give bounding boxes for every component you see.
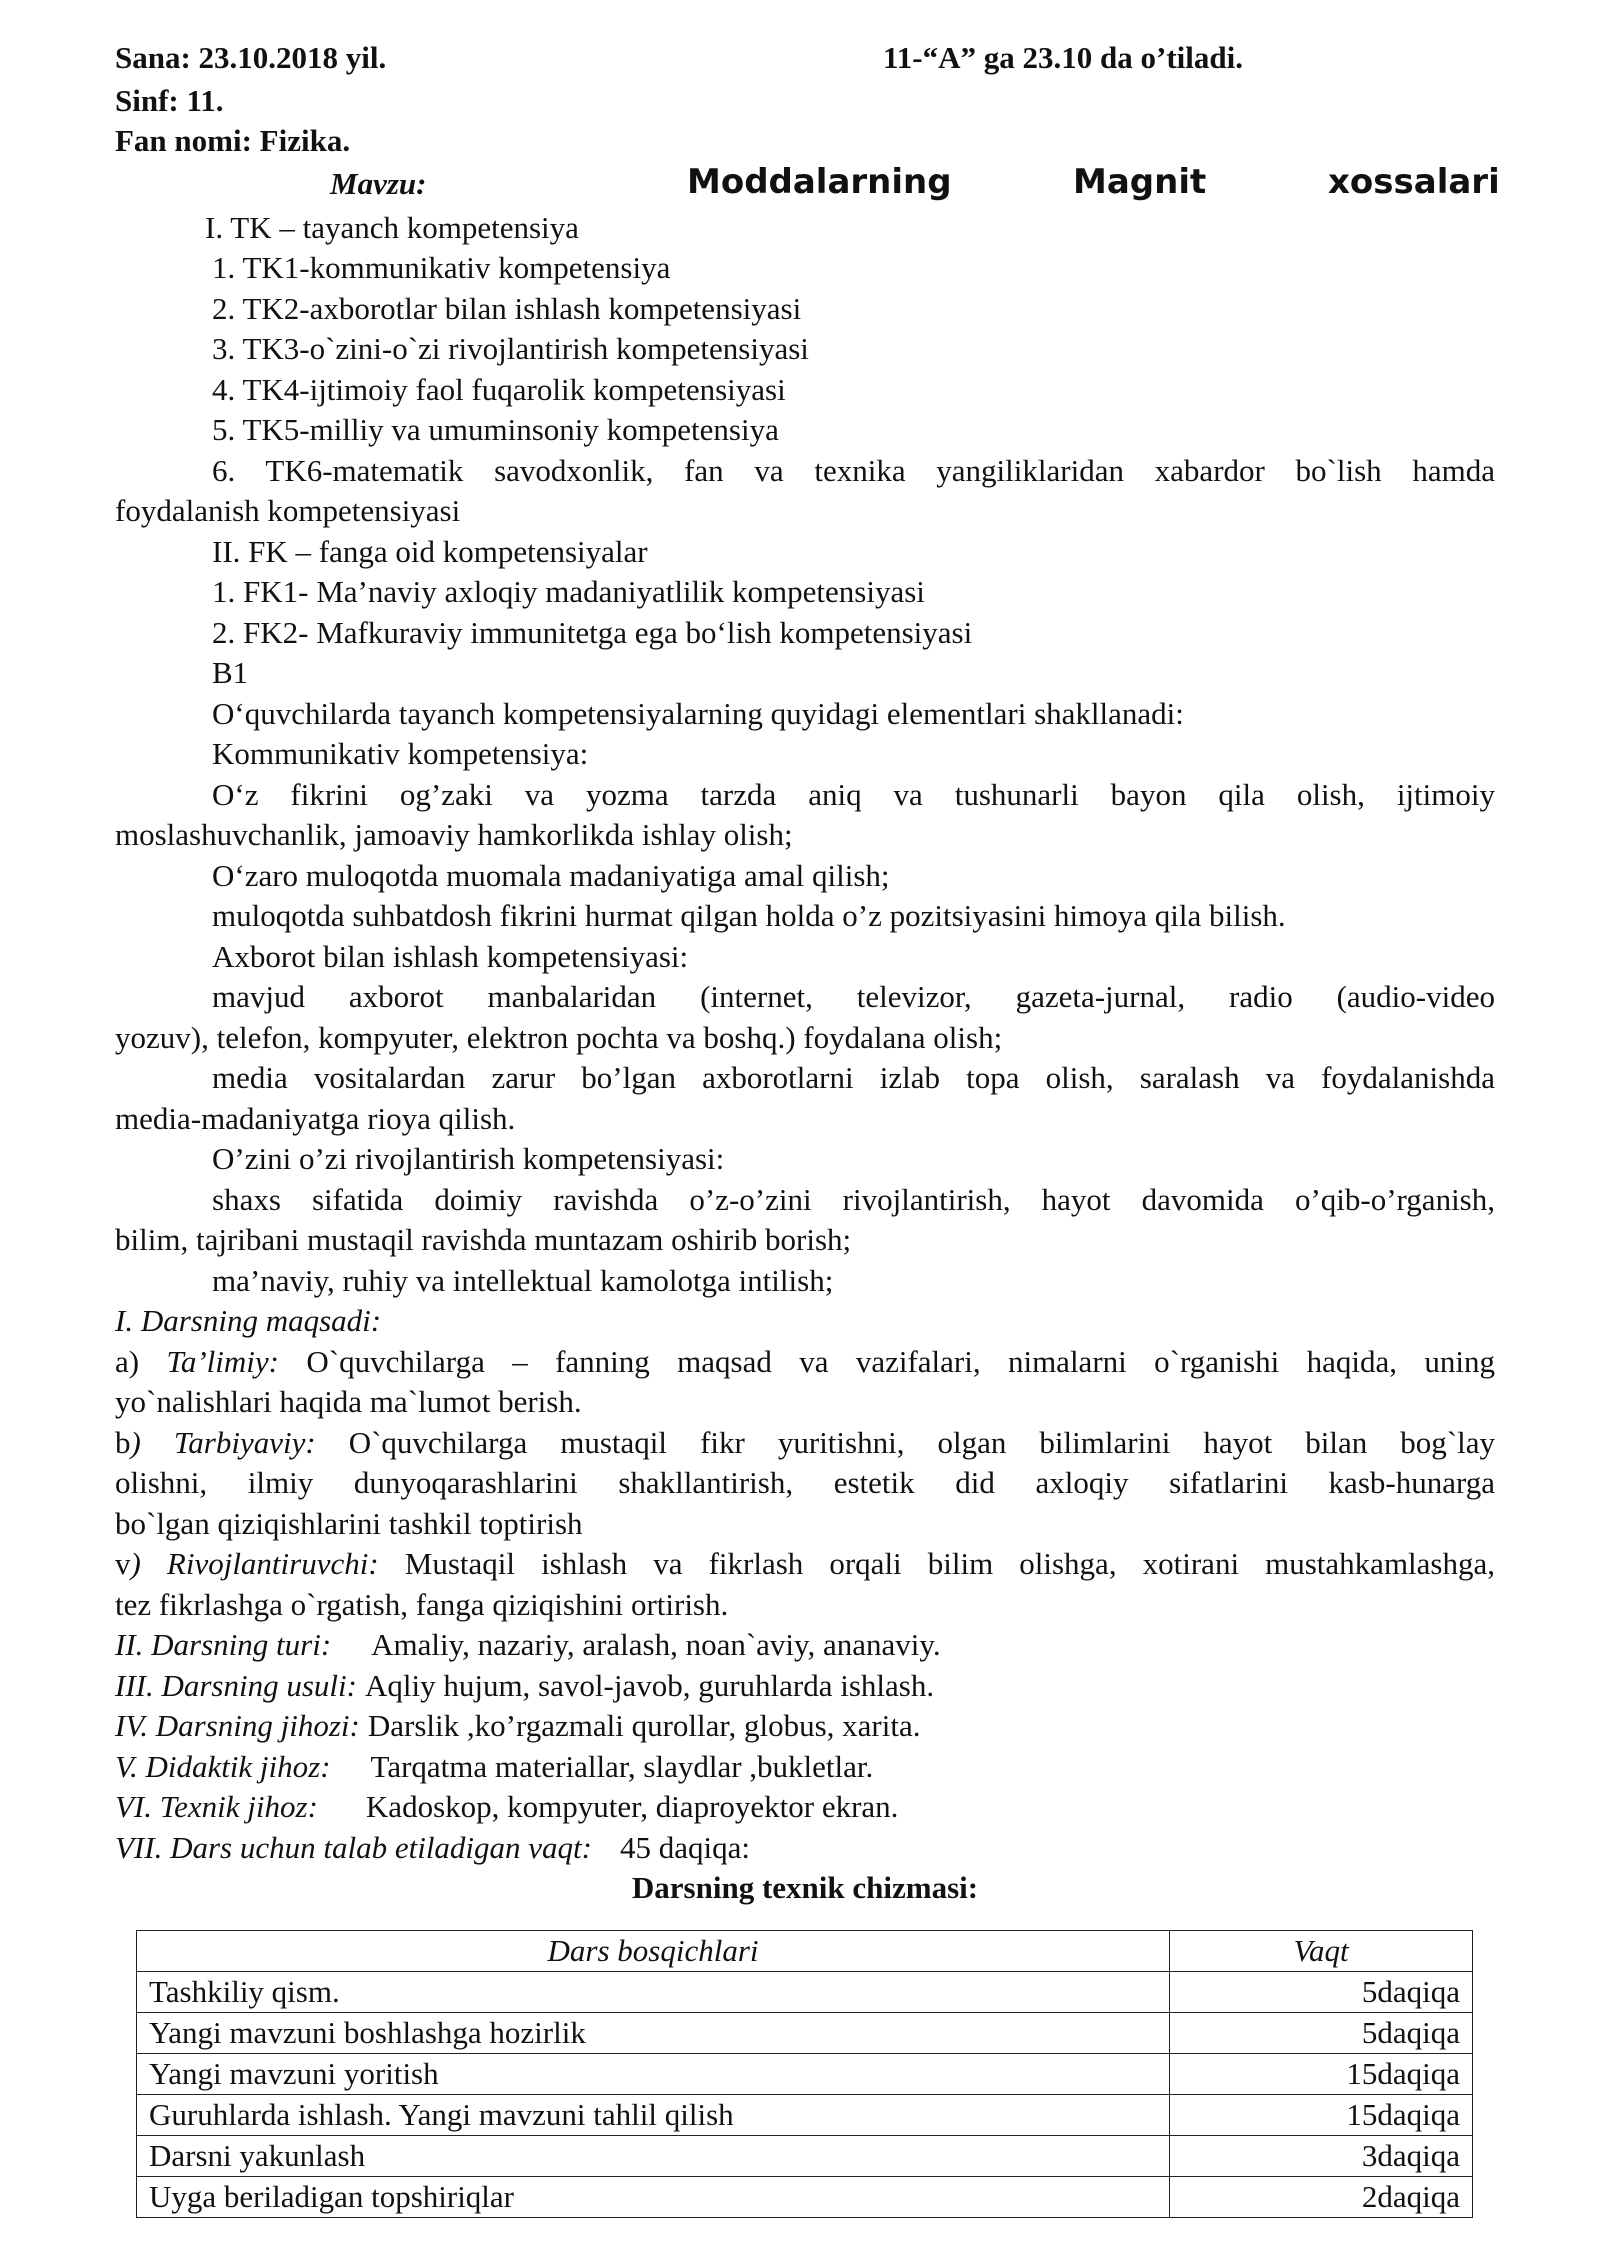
lesson-info-row [115, 1625, 1495, 1666]
info-value: Aqliy hujum, savol-javob, guruhlarda ishlash. [364, 1667, 935, 1703]
subject-name: Fan nomi: Fizika. [115, 123, 351, 158]
table-row [137, 2177, 1473, 2218]
topic-line [115, 161, 1500, 208]
info-label: II. Darsning turi: [115, 1627, 332, 1662]
goal-prefix: a) [115, 1343, 167, 1379]
goal-text: O`quvchilarga – fanning maqsad va vazifalari, nimalarni o`rganishi haqida, uning [278, 1343, 1495, 1379]
goal-line [115, 1423, 1495, 1464]
section-heading: Kommunikativ kompetensiya: [212, 736, 589, 771]
table-row [137, 2095, 1473, 2136]
info-value: Darslik ,ko’rgazmali qurollar, globus, xarita. [367, 1708, 921, 1743]
fk-item: 2. FK2- Mafkuraviy immunitetga ega bo‘lish kompetensiyasi [212, 614, 973, 650]
goal-line: olishni, ilmiy dunyoqarashlarini shakllantirish, estetik did axloqiy sifatlarini kasb-hunarga [115, 1465, 1495, 1500]
info-label: IV. Darsning jihozi: [115, 1708, 360, 1743]
goal-line: tez fikrlashga o`rgatish, fanga qiziqishini ortirish. [115, 1586, 729, 1622]
tk-item-continuation: foydalanish kompetensiyasi [115, 493, 461, 528]
tk-heading: I. TK – tayanch kompetensiya [205, 209, 579, 245]
fk-heading: II. FK – fanga oid kompetensiyalar [212, 533, 648, 569]
goal-label: ) Tarbiyaviy: [130, 1424, 316, 1460]
tech-chart-title: Darsning texnik chizmasi: [631, 1870, 979, 1905]
goal-line: yo`nalishlari haqida ma`lumot berish. [115, 1384, 582, 1419]
table-row [137, 2054, 1473, 2095]
paragraph-line: moslashuvchanlik, jamoaviy hamkorlikda ishlay olish; [115, 817, 793, 852]
paragraph-line: shaxs sifatida doimiy ravishda o’z-o’zini rivojlantirish, hayot davomida o’qib-o’rganish, [212, 1181, 1495, 1217]
tk-item: 1. TK1-kommunikativ kompetensiya [212, 250, 671, 285]
paragraph-line: bilim, tajribani mustaqil ravishda muntazam oshirib borish; [115, 1222, 852, 1257]
paragraph-line: media vositalardan zarur bo’lgan axborotlarni izlab topa olish, saralash va foydalanishda [212, 1060, 1495, 1095]
lesson-date: Sana: 23.10.2018 yil. [115, 40, 387, 75]
time-cell: 15daqiqa [1170, 2054, 1473, 2095]
time-cell: 5daqiqa [1170, 2013, 1473, 2054]
tk-item: 2. TK2-axborotlar bilan ishlash kompetensiyasi [212, 290, 802, 326]
section-heading: Axborot bilan ishlash kompetensiyasi: [212, 938, 689, 974]
elements-intro: O‘quvchilarda tayanch kompetensiyalarning quyidagi elementlari shakllanadi: [212, 695, 1184, 731]
info-value: Kadoskop, kompyuter, diaproyektor ekran. [365, 1789, 899, 1824]
info-label: VII. Dars uchun talab etiladigan vaqt: [115, 1829, 592, 1865]
paragraph-line: muloqotda suhbatdosh fikrini hurmat qilgan holda o’z pozitsiyasini himoya qila bilish. [212, 898, 1286, 933]
topic-label: Mavzu: [330, 165, 427, 201]
goal-text: Mustaqil ishlash va fikrlash orqali bilim olishga, xotirani mustahkamlashga, [378, 1546, 1496, 1581]
goal-line: bo`lgan qiziqishlarini tashkil toptirish [115, 1505, 583, 1541]
lesson-info-row [115, 1828, 1495, 1869]
stage-cell: Yangi mavzuni boshlashga hozirlik [137, 2013, 1170, 2054]
goal-line [115, 1544, 1495, 1585]
fk-item: 1. FK1- Ma’naviy axloqiy madaniyatlilik kompetensiyasi [212, 574, 925, 609]
info-value: Tarqatma materiallar, slaydlar ,bukletlar. [370, 1748, 874, 1784]
lesson-info-row [115, 1747, 1495, 1788]
section-heading: O’zini o’zi rivojlantirish kompetensiyasi: [212, 1141, 725, 1176]
paragraph-line: ma’naviy, ruhiy va intellektual kamolotga intilish; [212, 1262, 834, 1298]
paragraph-line: media-madaniyatga rioya qilish. [115, 1100, 516, 1136]
table-row [137, 2136, 1473, 2177]
goal-label: Ta’limiy: [166, 1343, 279, 1379]
column-header-time: Vaqt [1170, 1931, 1473, 1972]
stage-cell: Darsni yakunlash [137, 2136, 1170, 2177]
tk-item: 3. TK3-o`zini-o`zi rivojlantirish kompetensiyasi [212, 331, 809, 366]
goals-heading: I. Darsning maqsadi: [115, 1303, 382, 1338]
lesson-info-row [115, 1706, 1495, 1747]
paragraph-line: O‘zaro muloqotda muomala madaniyatiga amal qilish; [212, 857, 890, 893]
topic-word: xossalari [1328, 161, 1500, 202]
column-header-stage: Dars bosqichlari [137, 1931, 1170, 1972]
topic-word: Magnit [1073, 161, 1207, 202]
paragraph-line: O‘z fikrini og’zaki va yozma tarzda aniq va tushunarli bayon qila olish, ijtimoiy [212, 776, 1495, 812]
time-cell: 5daqiqa [1170, 1972, 1473, 2013]
tk-item: 6. TK6-matematik savodxonlik, fan va texnika yangiliklaridan xabardor bo`lish hamda [212, 452, 1495, 488]
stage-cell: Tashkiliy qism. [137, 1972, 1170, 2013]
info-label: VI. Texnik jihoz: [115, 1789, 318, 1824]
info-value: 45 daqiqa: [620, 1829, 750, 1865]
tk-item: 5. TK5-milliy va umuminsoniy kompetensiya [212, 412, 779, 447]
lesson-plan-page [115, 40, 1500, 1909]
table-row [137, 1972, 1473, 2013]
lesson-info-row [115, 1666, 1495, 1707]
level-label: B1 [212, 655, 249, 690]
stage-cell: Uyga beriladigan topshiriqlar [137, 2177, 1170, 2218]
goal-label: ) Rivojlantiruvchi: [130, 1546, 379, 1581]
info-label: V. Didaktik jihoz: [115, 1748, 331, 1784]
goal-text: O`quvchilarga mustaqil fikr yuritishni, olgan bilimlarini hayot bilan bog`lay [315, 1424, 1496, 1460]
stage-cell: Yangi mavzuni yoritish [137, 2054, 1170, 2095]
grade: Sinf: 11. [115, 82, 224, 118]
info-value: Amaliy, nazariy, aralash, noan`aviy, ananaviy. [371, 1627, 941, 1662]
topic-word: Moddalarning [687, 161, 952, 202]
class-note: 11-“A” ga 23.10 da o’tiladi. [883, 40, 1243, 75]
paragraph-line: yozuv), telefon, kompyuter, elektron pochta va boshq.) foydalana olish; [115, 1019, 1003, 1055]
paragraph-line: mavjud axborot manbalaridan (internet, televizor, gazeta-jurnal, radio (audio-video [212, 979, 1495, 1014]
stage-cell: Guruhlarda ishlash. Yangi mavzuni tahlil qilish [137, 2095, 1170, 2136]
tk-item: 4. TK4-ijtimoiy faol fuqarolik kompetensiyasi [212, 371, 786, 407]
info-label: III. Darsning usuli: [115, 1667, 357, 1703]
tech-chart-table [136, 1930, 1473, 2218]
table-header-row [137, 1931, 1473, 1972]
time-cell: 15daqiqa [1170, 2095, 1473, 2136]
header-row [115, 40, 1495, 81]
goal-prefix: v [115, 1546, 131, 1581]
time-cell: 3daqiqa [1170, 2136, 1473, 2177]
time-cell: 2daqiqa [1170, 2177, 1473, 2218]
table-row [137, 2013, 1473, 2054]
goal-prefix: b [115, 1424, 131, 1460]
lesson-info-row [115, 1787, 1495, 1828]
goal-line [115, 1342, 1495, 1383]
